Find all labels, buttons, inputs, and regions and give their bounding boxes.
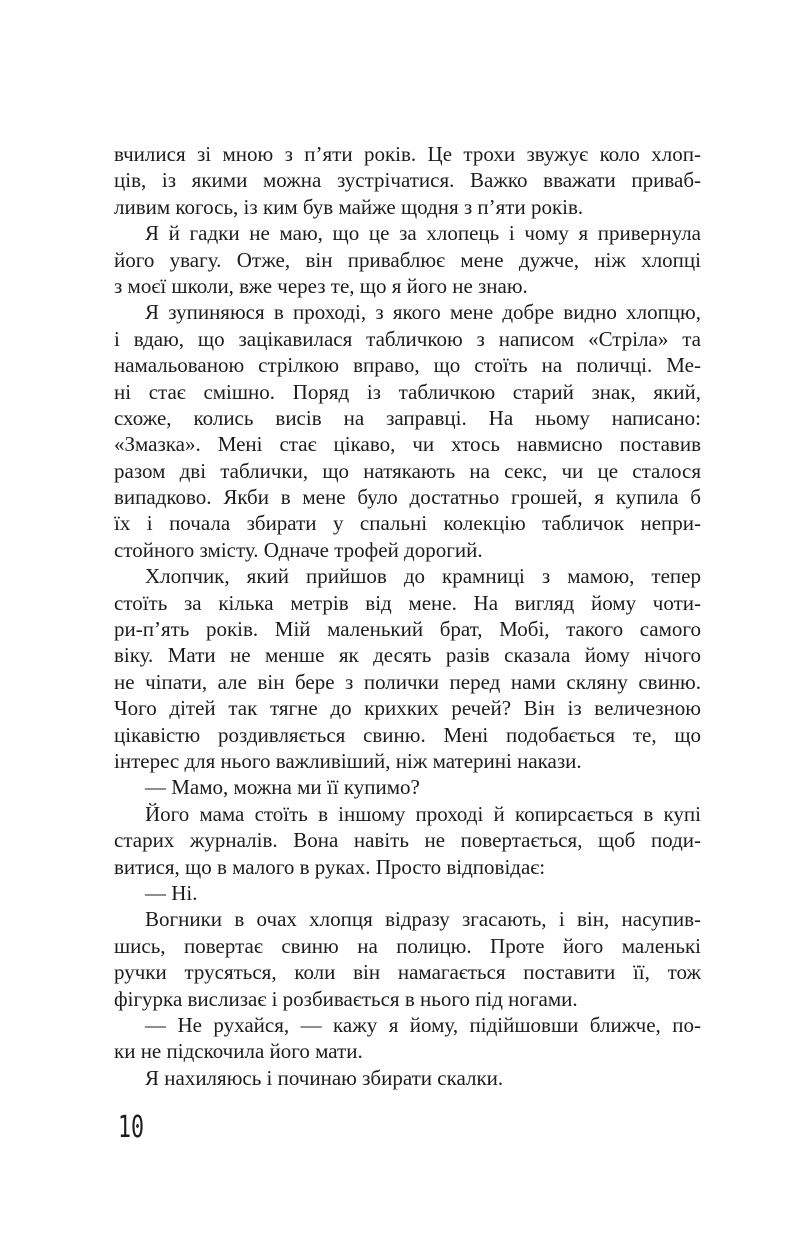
text-line: фігурка вислизає і розбивається в нього під ногами. <box>114 986 578 1011</box>
text-line: Я нахиляюсь і починаю збирати скалки. <box>145 1065 504 1090</box>
text-line: ців, із якими можна зустрічатися. Важко вважати приваб- <box>114 168 701 193</box>
text-line: разом дві таблички, що натякають на секс, чи це сталося <box>114 458 701 483</box>
paragraph <box>114 774 701 800</box>
text-line: Я зупиняюся в проході, з якого мене добре видно хлопцю, <box>145 300 701 325</box>
text-line: намальованою стрілкою вправо, що стоїть на поличці. Ме- <box>114 353 701 378</box>
text-line: віку. Мати не менше як десять разів сказала йому нічого <box>114 643 701 668</box>
paragraph <box>114 563 701 774</box>
page-number: 10 <box>118 1110 145 1145</box>
text-line: ри-п’ять років. Мій маленький брат, Мобі, такого самого <box>114 617 701 642</box>
text-line: витися, що в малого в руках. Просто відповідає: <box>114 854 546 879</box>
text-line: — Ні. <box>145 880 198 905</box>
text-line: Я й гадки не маю, що це за хлопець і чому я привернула <box>145 221 701 246</box>
text-line: ливим когось, із ким був майже щодня з п’яти років. <box>114 194 584 219</box>
paragraph <box>114 801 701 880</box>
text-line: Його мама стоїть в іншому проході й копирсається в купі <box>145 801 701 826</box>
text-line: стоїть за кілька метрів від мене. На вигляд йому чоти- <box>114 590 701 615</box>
paragraph <box>114 880 701 906</box>
paragraph <box>114 1065 701 1091</box>
text-line: Вогники в очах хлопця відразу згасають, і він, насупив- <box>145 907 701 932</box>
text-line: Чого дітей так тягне до крихких речей? Він із величезною <box>114 696 701 721</box>
paragraph <box>114 141 701 220</box>
text-line: з моєї школи, вже через те, що я його не знаю. <box>114 273 528 298</box>
text-line: — Не рухайся, — кажу я йому, підійшовши ближче, по- <box>145 1012 701 1037</box>
text-line: «Змазка». Мені стає цікаво, чи хтось навмисно поставив <box>114 432 701 457</box>
paragraph <box>114 299 701 563</box>
text-line: схоже, колись висів на заправці. На ньому написано: <box>114 405 701 430</box>
text-line: ні стає смішно. Поряд із табличкою старий знак, який, <box>114 379 701 404</box>
text-block <box>114 141 701 1091</box>
paragraph <box>114 220 701 299</box>
text-line: їх і почала збирати у спальні колекцію табличок непри- <box>114 511 701 536</box>
text-line: його увагу. Отже, він приваблює мене дужче, ніж хлопці <box>114 247 701 272</box>
text-line: ки не підскочила його мати. <box>114 1039 363 1064</box>
text-line: цікавістю роздивляється свиню. Мені подобається те, що <box>114 722 701 747</box>
text-line: вчилися зі мною з п’яти років. Це трохи звужує коло хлоп- <box>114 142 701 166</box>
text-line: ручки трусяться, коли він намагається поставити її, тож <box>114 960 701 985</box>
text-line: старих журналів. Вона навіть не повертається, щоб поди- <box>114 828 701 853</box>
text-line: випадково. Якби в мене було достатньо грошей, я купила б <box>114 485 701 510</box>
text-line: стойного змісту. Одначе трофей дорогий. <box>114 537 483 562</box>
text-line: інтерес для нього важливіший, ніж материні накази. <box>114 748 582 773</box>
paragraph <box>114 906 701 1012</box>
paragraph <box>114 1012 701 1065</box>
text-line: і вдаю, що зацікавилася табличкою з написом «Стріла» та <box>114 326 701 351</box>
text-line: Хлопчик, який прийшов до крамниці з мамою, тепер <box>145 564 701 589</box>
text-line: шись, повертає свиню на полицю. Проте його маленькі <box>114 933 701 958</box>
text-line: — Мамо, можна ми її купимо? <box>145 775 420 800</box>
text-line: не чіпати, але він бере з полички перед нами скляну свиню. <box>114 669 701 694</box>
